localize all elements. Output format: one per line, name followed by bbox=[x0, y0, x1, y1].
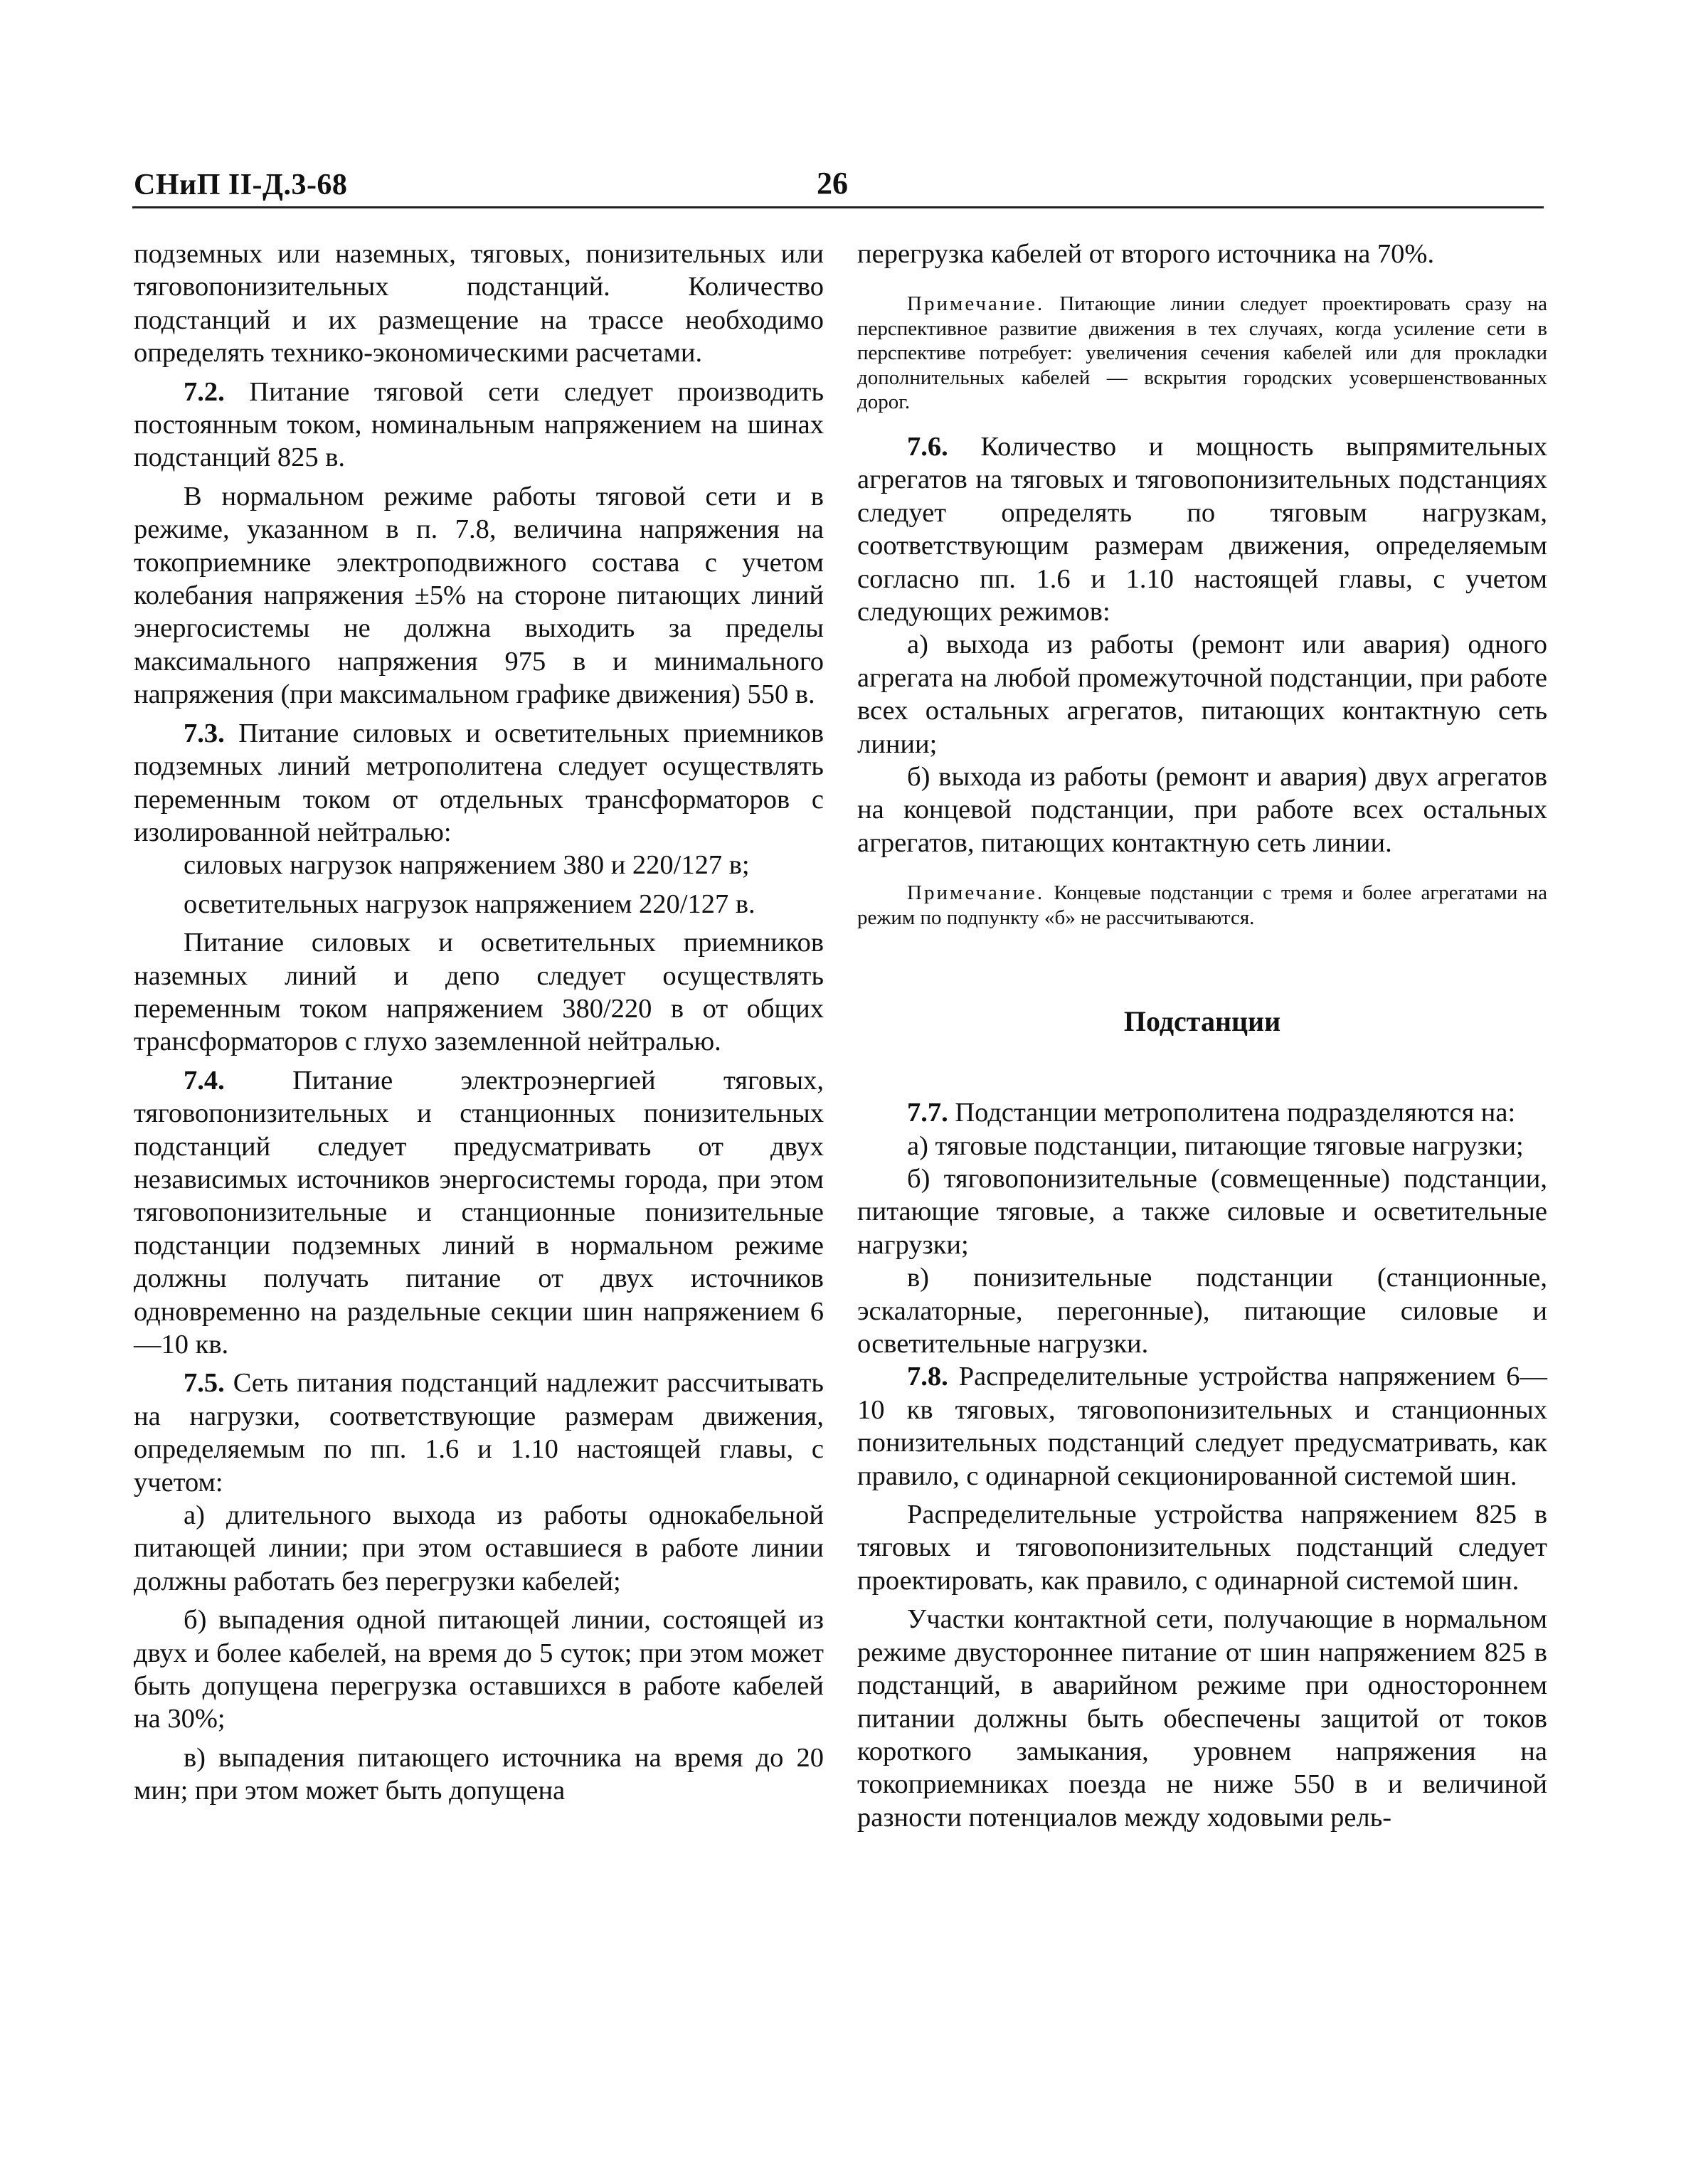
section-7-6 bbox=[857, 430, 1547, 628]
list-item: а) выхода из работы (ремонт или авария) одного агрегата на любой промежуточной подстанции, при работе всех остальных агрегатов, питающих контактную сеть линии; bbox=[857, 630, 1547, 759]
section-7-2 bbox=[134, 376, 824, 475]
paragraph: Питание силовых и осветительных приемников наземных линий и депо следует осуществлять переменным током напряжением 380/220 в от общих трансформаторов с глухо заземленной нейтралью. bbox=[134, 928, 824, 1057]
section-number: 7.6. bbox=[907, 431, 948, 462]
section-number: 7.2. bbox=[184, 376, 225, 407]
paragraph-text: Количество и мощность выпрямительных агрегатов на тяговых и тяговопонизительных подстанциях следует определять по тяговым нагрузкам, соответствующим размерам движения, определяемым согласно пп. 1.6 и 1.10 настоящей главы, с учетом следующих режимов: bbox=[857, 431, 1547, 627]
section-number: 7.7. bbox=[907, 1098, 948, 1128]
paragraph-text: Распределительные устройства напряжением 6—10 кв тяговых, тяговопонизительных и станционных понизительных подстанций следует предусматривать, как правило, с одинарной секционированной системой шин. bbox=[857, 1362, 1547, 1491]
list-item: силовых нагрузок напряжением 380 и 220/127 в; bbox=[184, 850, 750, 881]
page-number: 26 bbox=[817, 166, 848, 201]
note bbox=[857, 292, 1547, 415]
list-item: б) выхода из работы (ремонт и авария) двух агрегатов на концевой подстанции, при работе всех остальных агрегатов, питающих контактную сеть линии. bbox=[857, 761, 1547, 858]
paragraph: Участки контактной сети, получающие в нормальном режиме двустороннее питание от шин напряжением 825 в подстанций, в аварийном режиме при одностороннем питании должны быть обеспечены защитой от токов короткого замыкания, уровнем напряжения на токоприемниках поезда не ниже 550 в и величиной разности потенциалов между ходовыми рель- bbox=[857, 1604, 1547, 1833]
list-item: а) длительного выхода из работы однокабельной питающей линии; при этом оставшиеся в работе линии должны работать без перегрузки кабелей; bbox=[134, 1500, 824, 1596]
paragraph: подземных или наземных, тяговых, понизительных или тяговопонизительных подстанций. Количество подстанций и их размещение на трассе необходимо определять технико-экономическими расчетами. bbox=[134, 239, 824, 369]
paragraph-text: Питание тяговой сети следует производить постоянным током, номинальным напряжением на шинах подстанций 825 в. bbox=[134, 376, 824, 473]
section-7-7 bbox=[857, 1096, 1547, 1129]
section-7-5 bbox=[134, 1367, 824, 1499]
note bbox=[857, 881, 1547, 930]
note-label: Примечание. bbox=[907, 292, 1045, 316]
paragraph: перегрузка кабелей от второго источника на 70%. bbox=[857, 239, 1435, 269]
paragraph-text: Питание силовых и осветительных приемников подземных линий метрополитена следует осуществлять переменным током от отдельных трансформаторов с изолированной нейтралью: bbox=[134, 718, 824, 847]
list-item: б) тяговопонизительные (совмещенные) подстанции, питающие тяговые, а также силовые и осветительные нагрузки; bbox=[857, 1164, 1547, 1260]
note-text: Концевые подстанции с тремя и более агрегатами на режим по подпункту «б» не рассчитываются. bbox=[857, 881, 1547, 929]
section-7-4 bbox=[134, 1064, 824, 1362]
section-heading: Подстанции bbox=[1123, 1005, 1281, 1038]
paragraph-text: Подстанции метрополитена подразделяются на: bbox=[955, 1098, 1516, 1128]
list-item: в) понизительные подстанции (станционные, эскалаторные, перегонные), питающие силовые и осветительные нагрузки. bbox=[857, 1263, 1547, 1359]
list-item: б) выпадения одной питающей линии, состоящей из двух и более кабелей, на время до 5 суток; при этом может быть допущена перегрузка оставшихся в работе кабелей на 30%; bbox=[134, 1605, 824, 1734]
section-number: 7.5. bbox=[184, 1368, 225, 1399]
paragraph: Распределительные устройства напряжением 825 в тяговых и тяговопонизительных подстанций следует проектировать, как правило, с одинарной системой шин. bbox=[857, 1500, 1547, 1596]
right-column bbox=[857, 238, 1547, 1834]
document-code: СНиП II-Д.3-68 bbox=[134, 169, 348, 201]
list-item: осветительных нагрузок напряжением 220/127 в. bbox=[184, 889, 755, 919]
paragraph-text: Сеть питания подстанций надлежит рассчитывать на нагрузки, соответствующие размерам движения, определяемым по пп. 1.6 и 1.10 настоящей главы, с учетом: bbox=[134, 1368, 824, 1497]
list-item: в) выпадения питающего источника на время до 20 мин; при этом может быть допущена bbox=[134, 1742, 824, 1806]
section-7-3 bbox=[134, 717, 824, 849]
section-number: 7.8. bbox=[907, 1362, 948, 1392]
note-label: Примечание. bbox=[907, 881, 1045, 905]
paragraph-text: Питание электроэнергией тяговых, тяговопонизительных и станционных понизительных подстанций следует предусматривать от двух независимых источников энергосистемы города, при этом тяговопонизительные и станционные понизительные подстанции подземных линий в нормальном режиме должны получать питание от двух источников одновременно на раздельные секции шин напряжением 6—10 кв. bbox=[134, 1065, 824, 1359]
list-item: а) тяговые подстанции, питающие тяговые нагрузки; bbox=[907, 1130, 1524, 1161]
paragraph: В нормальном режиме работы тяговой сети и в режиме, указанном в п. 7.8, величина напряжения на токоприемнике электроподвижного состава с учетом колебания напряжения ±5% на стороне питающих линий энергосистемы не должна выходить за пределы максимального напряжения 975 в и минимального напряжения (при максимальном графике движения) 550 в. bbox=[134, 481, 824, 710]
section-7-8 bbox=[857, 1360, 1547, 1493]
left-column bbox=[134, 238, 824, 1808]
note-text: Питающие линии следует проектировать сразу на перспективное развитие движения в тех случаях, когда усиление сети в перспективе потребует: увеличения сечения кабелей или для прокладки дополнительных кабелей — вскрытия городских усовершенствованных дорог. bbox=[857, 292, 1547, 414]
header-rule bbox=[132, 206, 1544, 208]
section-number: 7.4. bbox=[184, 1065, 225, 1096]
section-number: 7.3. bbox=[184, 718, 225, 748]
